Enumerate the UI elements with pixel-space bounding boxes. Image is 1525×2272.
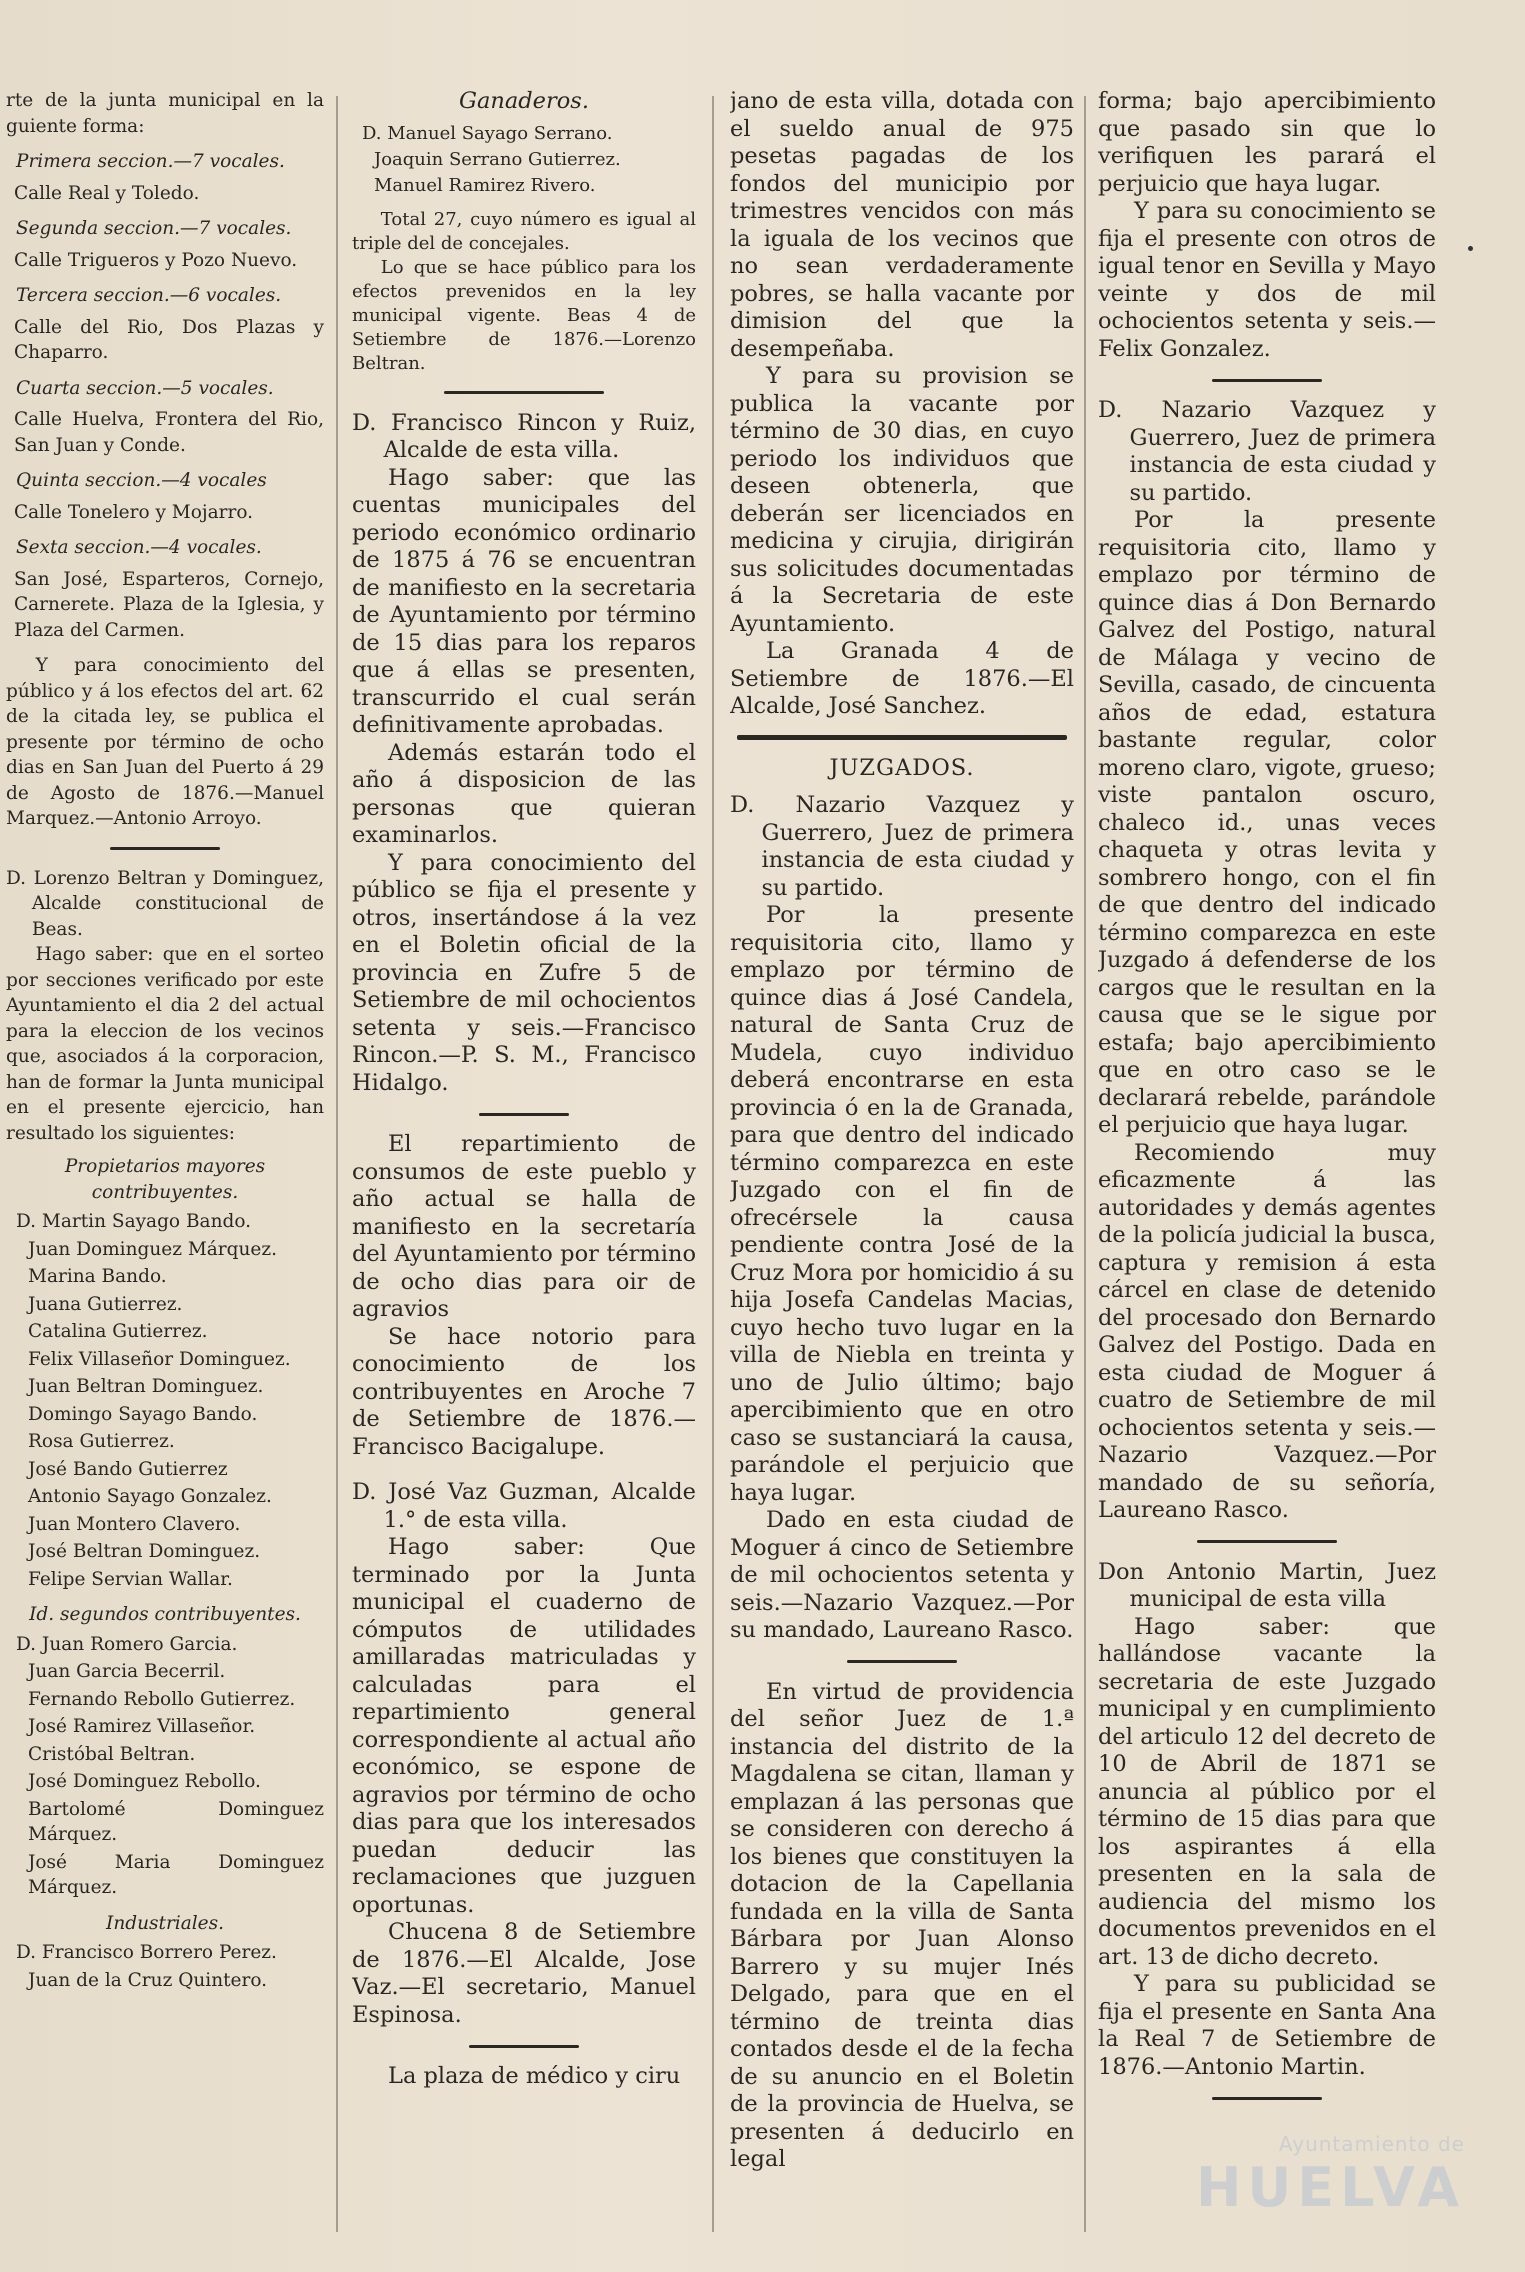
- juzgado2-cont: forma; bajo apercibimiento que pasado sin que lo verifiquen les parará el perjuicio que haya lugar.: [1098, 88, 1436, 197]
- juzgado4-p1: Hago saber: que hallándose vacante la secretaria de este Juzgado municipal y en cumplimiento del articulo 12 del decreto de 10 de Abril de 1871 se anuncia al público por el término de 15 dias para que los aspirantes á ella presenten en la sala de audiencia del mismo los documentos prevenidos en el art. 13 de dicho decreto.: [1098, 1613, 1436, 1970]
- divider: [1098, 2089, 1436, 2107]
- section-heading: JUZGADOS.: [829, 754, 975, 781]
- list-item: Rosa Gutierrez.: [28, 1431, 175, 1452]
- group3-list: [6, 1940, 324, 1993]
- total-text: Total 27, cuyo número es igual al triple del de concejales.: [352, 208, 696, 254]
- section-divider: [730, 729, 1074, 747]
- notice6-cont: jano de esta villa, dotada con el sueldo anual de 975 pesetas pagadas de los fondos del municipio por trimestres vencidos con más la iguala de los vecinos que no sean verdaderamente pobres, se halla vacante por dimision del que la desempeñaba.: [730, 88, 1074, 362]
- list-item: Cristóbal Beltran.: [28, 1743, 196, 1765]
- notice3-p2: Además estarán todo el año á disposicion de las personas que quieran examinarlos.: [352, 739, 696, 848]
- juzgado3-p1: Por la presente requisitoria cito, llamo y emplazo por término de quince dias á Don Bernardo Galvez del Postigo, natural de Málaga y vecino de Sevilla, casado, de cincuenta años de edad, estatura bastante regular, color moreno claro, vigote, grueso; viste pantalon oscuro, chaleco id., unas veces chaqueta y otras levita y sombrero hongo, con el fin de que dentro del indicado término comparezca en este Juzgado á defenderse de los cargos que le resultan en la causa que se le sigue por estafa; bajo apercibimiento que en otro caso se le declarará rebelde, parándole el perjuicio que haya lugar.: [1098, 507, 1436, 1138]
- notice6-start: La plaza de médico y ciru: [388, 2063, 681, 2089]
- ink-speck: [1468, 246, 1473, 251]
- watermark-line2: HUELVA: [1196, 2156, 1465, 2219]
- section-streets: San José, Esparteros, Cornejo, Carnerete. Plaza de la Iglesia, y Plaza del Carmen.: [14, 568, 324, 641]
- list-item: Bartolomé Dominguez Márquez.: [28, 1798, 324, 1845]
- notice4-p1: El repartimiento de consumos de este pueblo y año actual se halla de manifiesto en la secretaría del Ayuntamiento por término de ocho dias para oir de agravios: [352, 1131, 696, 1322]
- column-rule: [336, 96, 338, 2232]
- juzgado3-p2: Recomiendo muy eficazmente á las autoridades y demás agentes de la policía judicial la busca, captura y remision á esta cárcel en clase de detenido del procesado don Bernardo Galvez del Postigo. Dada en esta ciudad de Moguer á cuatro de Setiembre de mil ochocientos setenta y seis.—Nazario Vazquez.—Por mandado de su señoría, Laureano Rasco.: [1098, 1139, 1436, 1523]
- group4-list: [352, 122, 696, 198]
- juzgado4-header: Don Antonio Martin, Juez municipal de esta villa: [1098, 1558, 1436, 1612]
- divider: [352, 1105, 696, 1123]
- list-item: D. Francisco Borrero Perez.: [16, 1942, 277, 1963]
- section-streets: Calle Huelva, Frontera del Rio, San Juan y Conde.: [14, 409, 324, 456]
- group2-title: Id. segundos contribuyentes.: [29, 1604, 301, 1625]
- list-item: Domingo Sayago Bando.: [28, 1403, 258, 1425]
- sections-list: [6, 149, 324, 643]
- list-item: José Beltran Dominguez.: [28, 1541, 261, 1562]
- juzgado3-header: D. Nazario Vazquez y Guerrero, Juez de primera instancia de esta ciudad y su partido.: [1098, 397, 1436, 506]
- group1-list: [6, 1209, 324, 1592]
- notice6-p2: Y para su provision se publica la vacante por término de 30 dias, en cuyo periodo los individuos que deseen obtenerla, que deberán ser licenciados en medicina y cirujia, dirigirán sus solicitudes documentadas á la Secretaria de este Ayuntamiento.: [730, 363, 1074, 637]
- notice5-header: D. José Vaz Guzman, Alcalde 1.° de esta villa.: [352, 1479, 696, 1533]
- section-heading: Quinta seccion.—4 vocales: [16, 470, 267, 491]
- notice6-p3: La Granada 4 de Setiembre de 1876.—El Alcalde, José Sanchez.: [730, 638, 1074, 719]
- spacer: [352, 1461, 696, 1479]
- list-item: Antonio Sayago Gonzalez.: [28, 1486, 272, 1507]
- divider: [1098, 1533, 1436, 1551]
- column-2: [352, 88, 696, 2242]
- notice3-header: D. Francisco Rincon y Ruiz, Alcalde de esta villa.: [352, 409, 696, 463]
- section-streets: Calle del Rio, Dos Plazas y Chaparro.: [14, 316, 324, 363]
- list-item: D. Martin Sayago Bando.: [16, 1211, 252, 1232]
- notice2-body: Hago saber: que en el sorteo por secciones verificado por este Ayuntamiento el dia 2 del actual para la eleccion de los vecinos que, asociados á la corporacion, han de formar la Junta municipal en el presente ejercicio, han resultado los siguientes:: [6, 944, 324, 1144]
- juzgado1-p1: Por la presente requisitoria cito, llamo y emplazo por término de quince dias á José Candela, natural de Santa Cruz de Mudela, cuyo individuo deberá encontrarse en esta provincia ó en la de Granada, para que dentro del indicado término comparezca en este Juzgado con el fin de ofrecérsele la causa pendiente contra José de la Cruz Mora por homicidio á su hija Josefa Candelas Macias, cuyo hecho tuvo lugar en la villa de Niebla en treinta y uno de Julio último; bajo apercibimiento que en otro caso se sustanciará la causa, parándole el perjuicio que haya lugar.: [730, 902, 1074, 1506]
- group1-title: Propietarios mayores contribuyentes.: [64, 1156, 266, 1203]
- divider: [352, 384, 696, 402]
- list-item: José Bando Gutierrez: [28, 1458, 228, 1480]
- column-rule: [712, 96, 714, 2232]
- group4-title: Ganaderos.: [458, 88, 589, 114]
- divider: [730, 1653, 1074, 1671]
- list-item: Juan Dominguez Márquez.: [28, 1238, 277, 1260]
- list-item: Juan Garcia Becerril.: [28, 1661, 226, 1682]
- section-streets: Calle Tonelero y Mojarro.: [14, 501, 254, 523]
- section-heading: Sexta seccion.—4 vocales.: [16, 537, 262, 558]
- section-streets: Calle Real y Toledo.: [14, 182, 200, 204]
- list-item: Juan Beltran Dominguez.: [28, 1376, 264, 1397]
- notice3-p1: Hago saber: que las cuentas municipales del periodo económico ordinario de 1875 á 76 se encuentran de manifiesto en la secretaria de Ayuntamiento por término de 15 dias para los reparos que á ellas se presenten, transcurrido el cual serán definitivamente aprobadas.: [352, 464, 696, 738]
- column-4: [1098, 88, 1436, 2242]
- section-heading: Primera seccion.—7 vocales.: [16, 151, 285, 172]
- list-item: José Dominguez Rebollo.: [28, 1771, 261, 1792]
- list-item: Manuel Ramirez Rivero.: [374, 174, 596, 196]
- notice5-p2: Chucena 8 de Setiembre de 1876.—El Alcalde, Jose Vaz.—El secretario, Manuel Espinosa.: [352, 1919, 696, 2028]
- section-heading: Tercera seccion.—6 vocales.: [16, 285, 282, 306]
- column-rule: [1084, 96, 1086, 2232]
- list-item: Juana Gutierrez.: [28, 1293, 183, 1315]
- list-item: José Ramirez Villaseñor.: [28, 1716, 256, 1737]
- juzgado2-p2: Y para su conocimiento se fija el presente con otros de igual tenor en Sevilla y Mayo veinte y dos de mil ochocientos setenta y seis.—Felix Gonzalez.: [1098, 198, 1436, 362]
- divider: [352, 2037, 696, 2055]
- col1-intro: rte de la junta municipal en la guiente forma:: [6, 90, 324, 137]
- section-heading: Segunda seccion.—7 vocales.: [16, 218, 292, 239]
- column-3: [730, 88, 1074, 2242]
- column-1: [6, 88, 324, 2242]
- col1-closing: Y para conocimiento del público y á los efectos del art. 62 de la citada ley, se publica el presente por término de ocho dias en San Juan del Puerto á 29 de Agosto de 1876.—Manuel Marquez.—Antonio Arroyo.: [6, 655, 324, 829]
- notice4-p2: Se hace notorio para conocimiento de los contribuyentes en Aroche 7 de Setiembre de 1876.—Francisco Bacigalupe.: [352, 1323, 696, 1460]
- section-streets: Calle Trigueros y Pozo Nuevo.: [14, 249, 298, 271]
- list-item: Felipe Servian Wallar.: [28, 1568, 233, 1590]
- juzgado1-p2: Dado en esta ciudad de Moguer á cinco de Setiembre de mil ochocientos setenta y seis.—Nazario Vazquez.—Por su mandado, Laureano Rasco.: [730, 1507, 1074, 1643]
- list-item: D. Juan Romero Garcia.: [16, 1633, 238, 1655]
- total-close: Lo que se hace público para los efectos prevenidos en la ley municipal vigente. Beas 4 de Setiembre de 1876.—Lorenzo Beltran.: [352, 256, 696, 374]
- section-heading: Cuarta seccion.—5 vocales.: [16, 377, 274, 399]
- list-item: Marina Bando.: [28, 1266, 167, 1287]
- list-item: Catalina Gutierrez.: [28, 1321, 208, 1342]
- juzgado4-p2: Y para su publicidad se fija el presente en Santa Ana la Real 7 de Setiembre de 1876.—Antonio Martin.: [1098, 1971, 1436, 2080]
- divider: [6, 840, 324, 858]
- notice2-header: D. Lorenzo Beltran y Dominguez, Alcalde constitucional de Beas.: [6, 867, 324, 940]
- archive-watermark: [1165, 2132, 1465, 2242]
- group3-title: Industriales.: [106, 1912, 224, 1934]
- list-item: Juan Montero Clavero.: [28, 1513, 241, 1535]
- juzgado1-header: D. Nazario Vazquez y Guerrero, Juez de primera instancia de esta ciudad y su partido.: [730, 792, 1074, 901]
- list-item: Felix Villaseñor Dominguez.: [28, 1348, 291, 1370]
- notice5-p1: Hago saber: Que terminado por la Junta municipal el cuaderno de cómputos de utilidades amillaradas matriculadas y calculadas para el repartimiento general correspondiente al actual año económico, se espone de agravios por término de ocho dias para que los interesados puedan deducir las reclamaciones que juzguen oportunas.: [352, 1534, 696, 1918]
- notice3-p3: Y para conocimiento del público se fija el presente y otros, insertándose á la vez en el Boletin oficial de la provincia en Zufre 5 de Setiembre de mil ochocientos setenta y seis.—Francisco Rincon.—P. S. M., Francisco Hidalgo.: [352, 849, 696, 1096]
- juzgado2-p1: En virtud de providencia del señor Juez de 1.ª instancia del distrito de la Magdalena se citan, llaman y emplazan á las personas que se consideren con derecho á los bienes que constituyen la dotacion de la Capellania fundada en la villa de Santa Bárbara por Juan Alonso Barrero y su mujer Inés Delgado, para que en el término de treinta dias contados desde el de la fecha de su anuncio en el Boletin de la provincia de Huelva, se presenten á deducirlo en legal: [730, 1678, 1074, 2172]
- list-item: D. Manuel Sayago Serrano.: [362, 122, 613, 144]
- list-item: Juan de la Cruz Quintero.: [28, 1969, 268, 1991]
- watermark-line1: Ayuntamiento de: [1278, 2132, 1465, 2156]
- list-item: Fernando Rebollo Gutierrez.: [28, 1688, 296, 1710]
- list-item: Joaquin Serrano Gutierrez.: [374, 148, 621, 170]
- list-item: José Maria Dominguez Márquez.: [28, 1851, 324, 1898]
- divider: [1098, 371, 1436, 389]
- group2-list: [6, 1632, 324, 1901]
